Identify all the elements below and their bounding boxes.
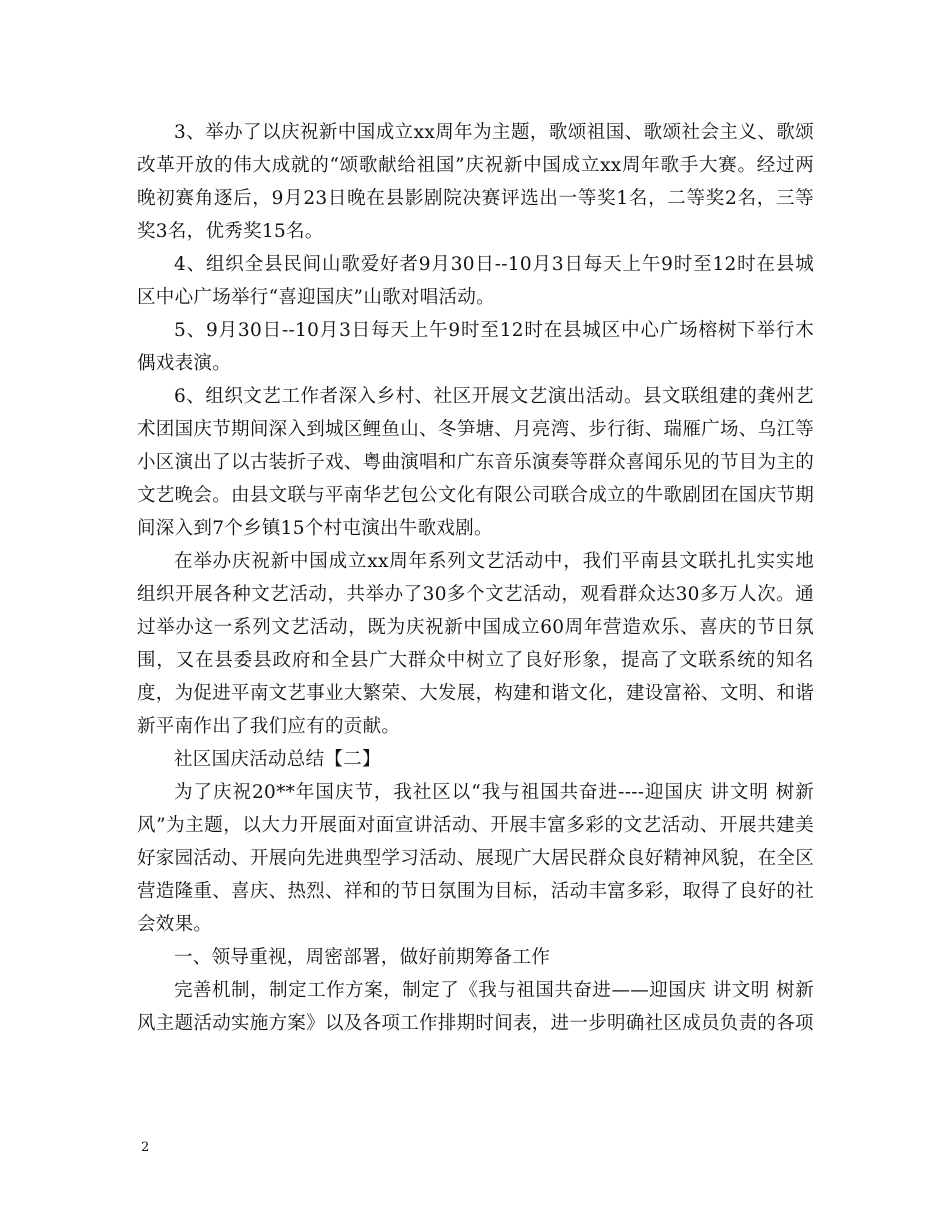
intro-paragraph: 为了庆祝20**年国庆节，我社区以“我与祖国共奋进----迎国庆 讲文明 树新风”为主题，以大力开展面对面宣讲活动、开展丰富多彩的文艺活动、开展共建美好家园活动、开展向先进典型学习活动、展现广大居民群众良好精神风貌，在全区营造隆重、喜庆、热烈、祥和的节日氛围为目标，活动丰富多彩，取得了良好的社会效果。 [137,782,814,935]
document-body [137,116,814,1040]
paragraph-item-5: 5、9月30日--10月3日每天上午9时至12时在县城区中心广场榕树下举行木偶戏表演。 [137,320,814,374]
page-number: 2 [141,1140,150,1155]
paragraph-item-6: 6、组织文艺工作者深入乡村、社区开展文艺演出活动。县文联组建的龚州艺术团国庆节期间深入到城区鲤鱼山、冬笋塘、月亮湾、步行街、瑞雁广场、乌江等小区演出了以古装折子戏、粤曲演唱和广东音乐演奏等群众喜闻乐见的节目为主的文艺晚会。由县文联与平南华艺包公文化有限公司联合成立的牛歌剧团在国庆节期间深入到7个乡镇15个村屯演出牛歌戏剧。 [137,386,814,539]
section-heading: 社区国庆活动总结【二】 [174,749,381,770]
paragraph-item-4: 4、组织全县民间山歌爱好者9月30日--10月3日每天上午9时至12时在县城区中心广场举行“喜迎国庆”山歌对唱活动。 [137,254,814,308]
paragraph-item-3: 3、举办了以庆祝新中国成立xx周年为主题，歌颂祖国、歌颂社会主义、歌颂改革开放的伟大成就的“颂歌献给祖国”庆祝新中国成立xx周年歌手大赛。经过两晚初赛角逐后，9月23日晚在县影剧院决赛评选出一等奖1名，二等奖2名，三等奖3名，优秀奖15名。 [137,122,814,242]
summary-paragraph: 在举办庆祝新中国成立xx周年系列文艺活动中，我们平南县文联扎扎实实地组织开展各种文艺活动，共举办了30多个文艺活动，观看群众达30多万人次。通过举办这一系列文艺活动，既为庆祝新中国成立60周年营造欢乐、喜庆的节日氛围，又在县委县政府和全县广大群众中树立了良好形象，提高了文联系统的知名度，为促进平南文艺事业大繁荣、大发展，构建和谐文化，建设富裕、文明、和谐新平南作出了我们应有的贡献。 [137,551,814,737]
mechanism-paragraph: 完善机制，制定工作方案，制定了《我与祖国共奋进——迎国庆 讲文明 树新风主题活动实施方案》以及各项工作排期时间表，进一步明确社区成员负责的各项 [137,980,814,1034]
subsection-heading: 一、领导重视，周密部署，做好前期筹备工作 [174,947,551,968]
